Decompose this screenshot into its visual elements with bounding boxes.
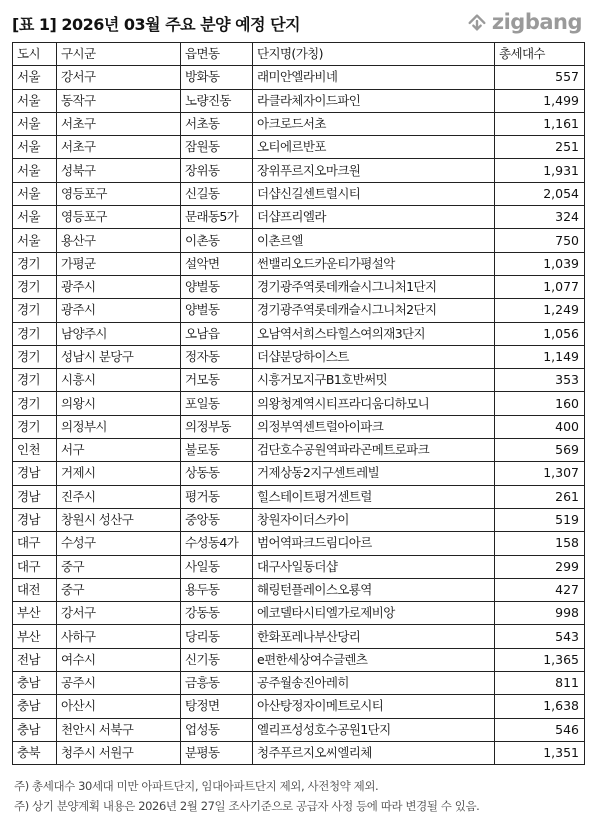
cell-town: 거모동 [181,369,253,392]
cell-city: 대구 [13,532,57,555]
table-row [13,392,585,415]
cell-town: 금흥동 [181,672,253,695]
cell-households: 811 [495,672,585,695]
cell-complex-name: 시흥거모지구B1호반써밋 [253,369,495,392]
cell-town: 분평동 [181,741,253,764]
cell-town: 이촌동 [181,229,253,252]
table-row [13,206,585,229]
cell-town: 업성동 [181,718,253,741]
cell-complex-name: 라클라체자이드파인 [253,89,495,112]
table-row [13,89,585,112]
cell-city: 경기 [13,275,57,298]
table-row [13,415,585,438]
cell-complex-name: 공주월송진아레히 [253,672,495,695]
cell-complex-name: 엘리프성성호수공원1단지 [253,718,495,741]
table-row [13,578,585,601]
cell-city: 경기 [13,415,57,438]
cell-district: 공주시 [57,672,181,695]
cell-city: 경남 [13,462,57,485]
table-row [13,485,585,508]
header [12,10,588,40]
cell-complex-name: 더샵프리엘라 [253,206,495,229]
cell-complex-name: 더샵분당하이스트 [253,345,495,368]
cell-district: 서초구 [57,136,181,159]
cell-district: 성남시 분당구 [57,345,181,368]
cell-district: 영등포구 [57,182,181,205]
cell-town: 신길동 [181,182,253,205]
cell-district: 영등포구 [57,206,181,229]
cell-households: 251 [495,136,585,159]
cell-complex-name: 오티에르반포 [253,136,495,159]
cell-town: 상동동 [181,462,253,485]
table-row [13,252,585,275]
cell-households: 2,054 [495,182,585,205]
cell-district: 서초구 [57,112,181,135]
cell-town: 서초동 [181,112,253,135]
cell-town: 양벌동 [181,299,253,322]
cell-households: 750 [495,229,585,252]
cell-complex-name: 더샵신길센트럴시티 [253,182,495,205]
cell-town: 문래동5가 [181,206,253,229]
cell-households: 1,249 [495,299,585,322]
cell-district: 의정부시 [57,415,181,438]
table-row [13,602,585,625]
cell-town: 용두동 [181,578,253,601]
cell-households: 160 [495,392,585,415]
cell-city: 서울 [13,206,57,229]
cell-city: 경기 [13,345,57,368]
page-title: [표 1] 2026년 03월 주요 분양 예정 단지 [12,15,301,34]
cell-town: 노량진동 [181,89,253,112]
table-row [13,345,585,368]
table-row [13,532,585,555]
cell-district: 중구 [57,555,181,578]
cell-district: 성북구 [57,159,181,182]
cell-households: 998 [495,602,585,625]
cell-complex-name: 장위푸르지오마크원 [253,159,495,182]
table-row [13,275,585,298]
cell-district: 시흥시 [57,369,181,392]
column-header-town: 읍면동 [181,43,253,66]
cell-households: 324 [495,206,585,229]
cell-town: 강동동 [181,602,253,625]
cell-city: 경기 [13,299,57,322]
cell-district: 거제시 [57,462,181,485]
cell-district: 의왕시 [57,392,181,415]
table-header-row [13,43,585,66]
cell-town: 중앙동 [181,508,253,531]
column-header-district: 구시군 [57,43,181,66]
cell-households: 569 [495,439,585,462]
cell-households: 546 [495,718,585,741]
cell-households: 1,351 [495,741,585,764]
cell-city: 서울 [13,159,57,182]
cell-complex-name: 의왕청계역시티프라디움디하모니 [253,392,495,415]
cell-town: 잠원동 [181,136,253,159]
cell-district: 수성구 [57,532,181,555]
cell-complex-name: 검단호수공원역파라곤메트로파크 [253,439,495,462]
cell-households: 261 [495,485,585,508]
cell-town: 오남읍 [181,322,253,345]
table-row [13,741,585,764]
cell-complex-name: 경기광주역롯데캐슬시그니처2단지 [253,299,495,322]
table-row [13,648,585,671]
cell-households: 1,307 [495,462,585,485]
cell-households: 1,365 [495,648,585,671]
cell-complex-name: 해링턴플레이스오룡역 [253,578,495,601]
brand-logo [466,10,582,34]
cell-households: 1,161 [495,112,585,135]
cell-district: 강서구 [57,66,181,89]
footnotes [14,776,590,816]
cell-complex-name: 청주푸르지오씨엘리체 [253,741,495,764]
cell-district: 사하구 [57,625,181,648]
cell-households: 427 [495,578,585,601]
cell-district: 광주시 [57,275,181,298]
table-row [13,718,585,741]
table-row [13,672,585,695]
cell-district: 아산시 [57,695,181,718]
cell-town: 수성동4가 [181,532,253,555]
cell-complex-name: 아크로드서초 [253,112,495,135]
cell-city: 경남 [13,485,57,508]
cell-complex-name: e편한세상여수글렌츠 [253,648,495,671]
cell-complex-name: 썬밸리오드카운티가평설악 [253,252,495,275]
footnote: 주) 상기 분양계획 내용은 2026년 2월 27일 조사기준으로 공급자 사정 등에 따라 변경될 수 있음. [14,799,480,813]
cell-district: 청주시 서원구 [57,741,181,764]
cell-complex-name: 힐스테이트평거센트럴 [253,485,495,508]
cell-city: 경기 [13,322,57,345]
table-row [13,66,585,89]
cell-city: 대구 [13,555,57,578]
brand-name: zigbang [491,10,582,34]
cell-district: 강서구 [57,602,181,625]
table-row [13,299,585,322]
table-row [13,229,585,252]
cell-complex-name: 래미안엘라비네 [253,66,495,89]
cell-town: 장위동 [181,159,253,182]
cell-households: 353 [495,369,585,392]
house-icon [466,11,488,33]
table-row [13,625,585,648]
cell-town: 신기동 [181,648,253,671]
cell-district: 천안시 서북구 [57,718,181,741]
cell-complex-name: 의정부역센트럴아이파크 [253,415,495,438]
cell-town: 설악면 [181,252,253,275]
cell-complex-name: 아산탕정자이메트로시티 [253,695,495,718]
cell-complex-name: 범어역파크드림디아르 [253,532,495,555]
table-row [13,136,585,159]
cell-city: 충남 [13,718,57,741]
cell-town: 방화동 [181,66,253,89]
cell-complex-name: 대구사일동더샵 [253,555,495,578]
cell-town: 불로동 [181,439,253,462]
cell-complex-name: 오남역서희스타힐스여의재3단지 [253,322,495,345]
cell-district: 창원시 성산구 [57,508,181,531]
cell-households: 158 [495,532,585,555]
cell-city: 서울 [13,66,57,89]
cell-district: 동작구 [57,89,181,112]
cell-households: 299 [495,555,585,578]
table-row [13,555,585,578]
cell-city: 서울 [13,89,57,112]
cell-city: 경남 [13,508,57,531]
table-row [13,159,585,182]
cell-district: 진주시 [57,485,181,508]
cell-city: 경기 [13,252,57,275]
cell-city: 충남 [13,695,57,718]
supply-table [12,42,585,765]
cell-households: 400 [495,415,585,438]
cell-city: 부산 [13,625,57,648]
cell-city: 경기 [13,369,57,392]
cell-complex-name: 이촌르엘 [253,229,495,252]
cell-households: 1,039 [495,252,585,275]
cell-town: 양벌동 [181,275,253,298]
cell-households: 1,077 [495,275,585,298]
table-row [13,695,585,718]
cell-city: 서울 [13,136,57,159]
cell-households: 1,638 [495,695,585,718]
cell-households: 519 [495,508,585,531]
cell-households: 1,149 [495,345,585,368]
cell-town: 사일동 [181,555,253,578]
cell-city: 서울 [13,229,57,252]
cell-city: 서울 [13,182,57,205]
table-row [13,369,585,392]
cell-city: 서울 [13,112,57,135]
cell-city: 부산 [13,602,57,625]
cell-district: 여수시 [57,648,181,671]
table-row [13,322,585,345]
table-row [13,508,585,531]
cell-households: 1,931 [495,159,585,182]
cell-households: 1,499 [495,89,585,112]
cell-town: 의정부동 [181,415,253,438]
cell-city: 인천 [13,439,57,462]
column-header-households: 총세대수 [495,43,585,66]
cell-city: 충북 [13,741,57,764]
footnote: 주) 총세대수 30세대 미만 아파트단지, 임대아파트단지 제외, 사전청약 제외. [14,779,379,793]
cell-city: 경기 [13,392,57,415]
cell-town: 탕정면 [181,695,253,718]
cell-town: 당리동 [181,625,253,648]
cell-city: 대전 [13,578,57,601]
column-header-complex: 단지명(가칭) [253,43,495,66]
cell-district: 중구 [57,578,181,601]
cell-households: 543 [495,625,585,648]
table-row [13,462,585,485]
table-body [13,66,585,765]
cell-district: 광주시 [57,299,181,322]
table-row [13,182,585,205]
cell-city: 충남 [13,672,57,695]
cell-complex-name: 에코델타시티엘가로제비앙 [253,602,495,625]
cell-complex-name: 한화포레나부산당리 [253,625,495,648]
cell-city: 전남 [13,648,57,671]
cell-town: 포일동 [181,392,253,415]
cell-town: 정자동 [181,345,253,368]
cell-households: 1,056 [495,322,585,345]
cell-complex-name: 거제상동2지구센트레빌 [253,462,495,485]
cell-district: 용산구 [57,229,181,252]
cell-complex-name: 창원자이더스카이 [253,508,495,531]
cell-district: 서구 [57,439,181,462]
table-row [13,439,585,462]
column-header-city: 도시 [13,43,57,66]
cell-district: 남양주시 [57,322,181,345]
table-row [13,112,585,135]
cell-town: 평거동 [181,485,253,508]
cell-households: 557 [495,66,585,89]
cell-complex-name: 경기광주역롯데캐슬시그니처1단지 [253,275,495,298]
cell-district: 가평군 [57,252,181,275]
